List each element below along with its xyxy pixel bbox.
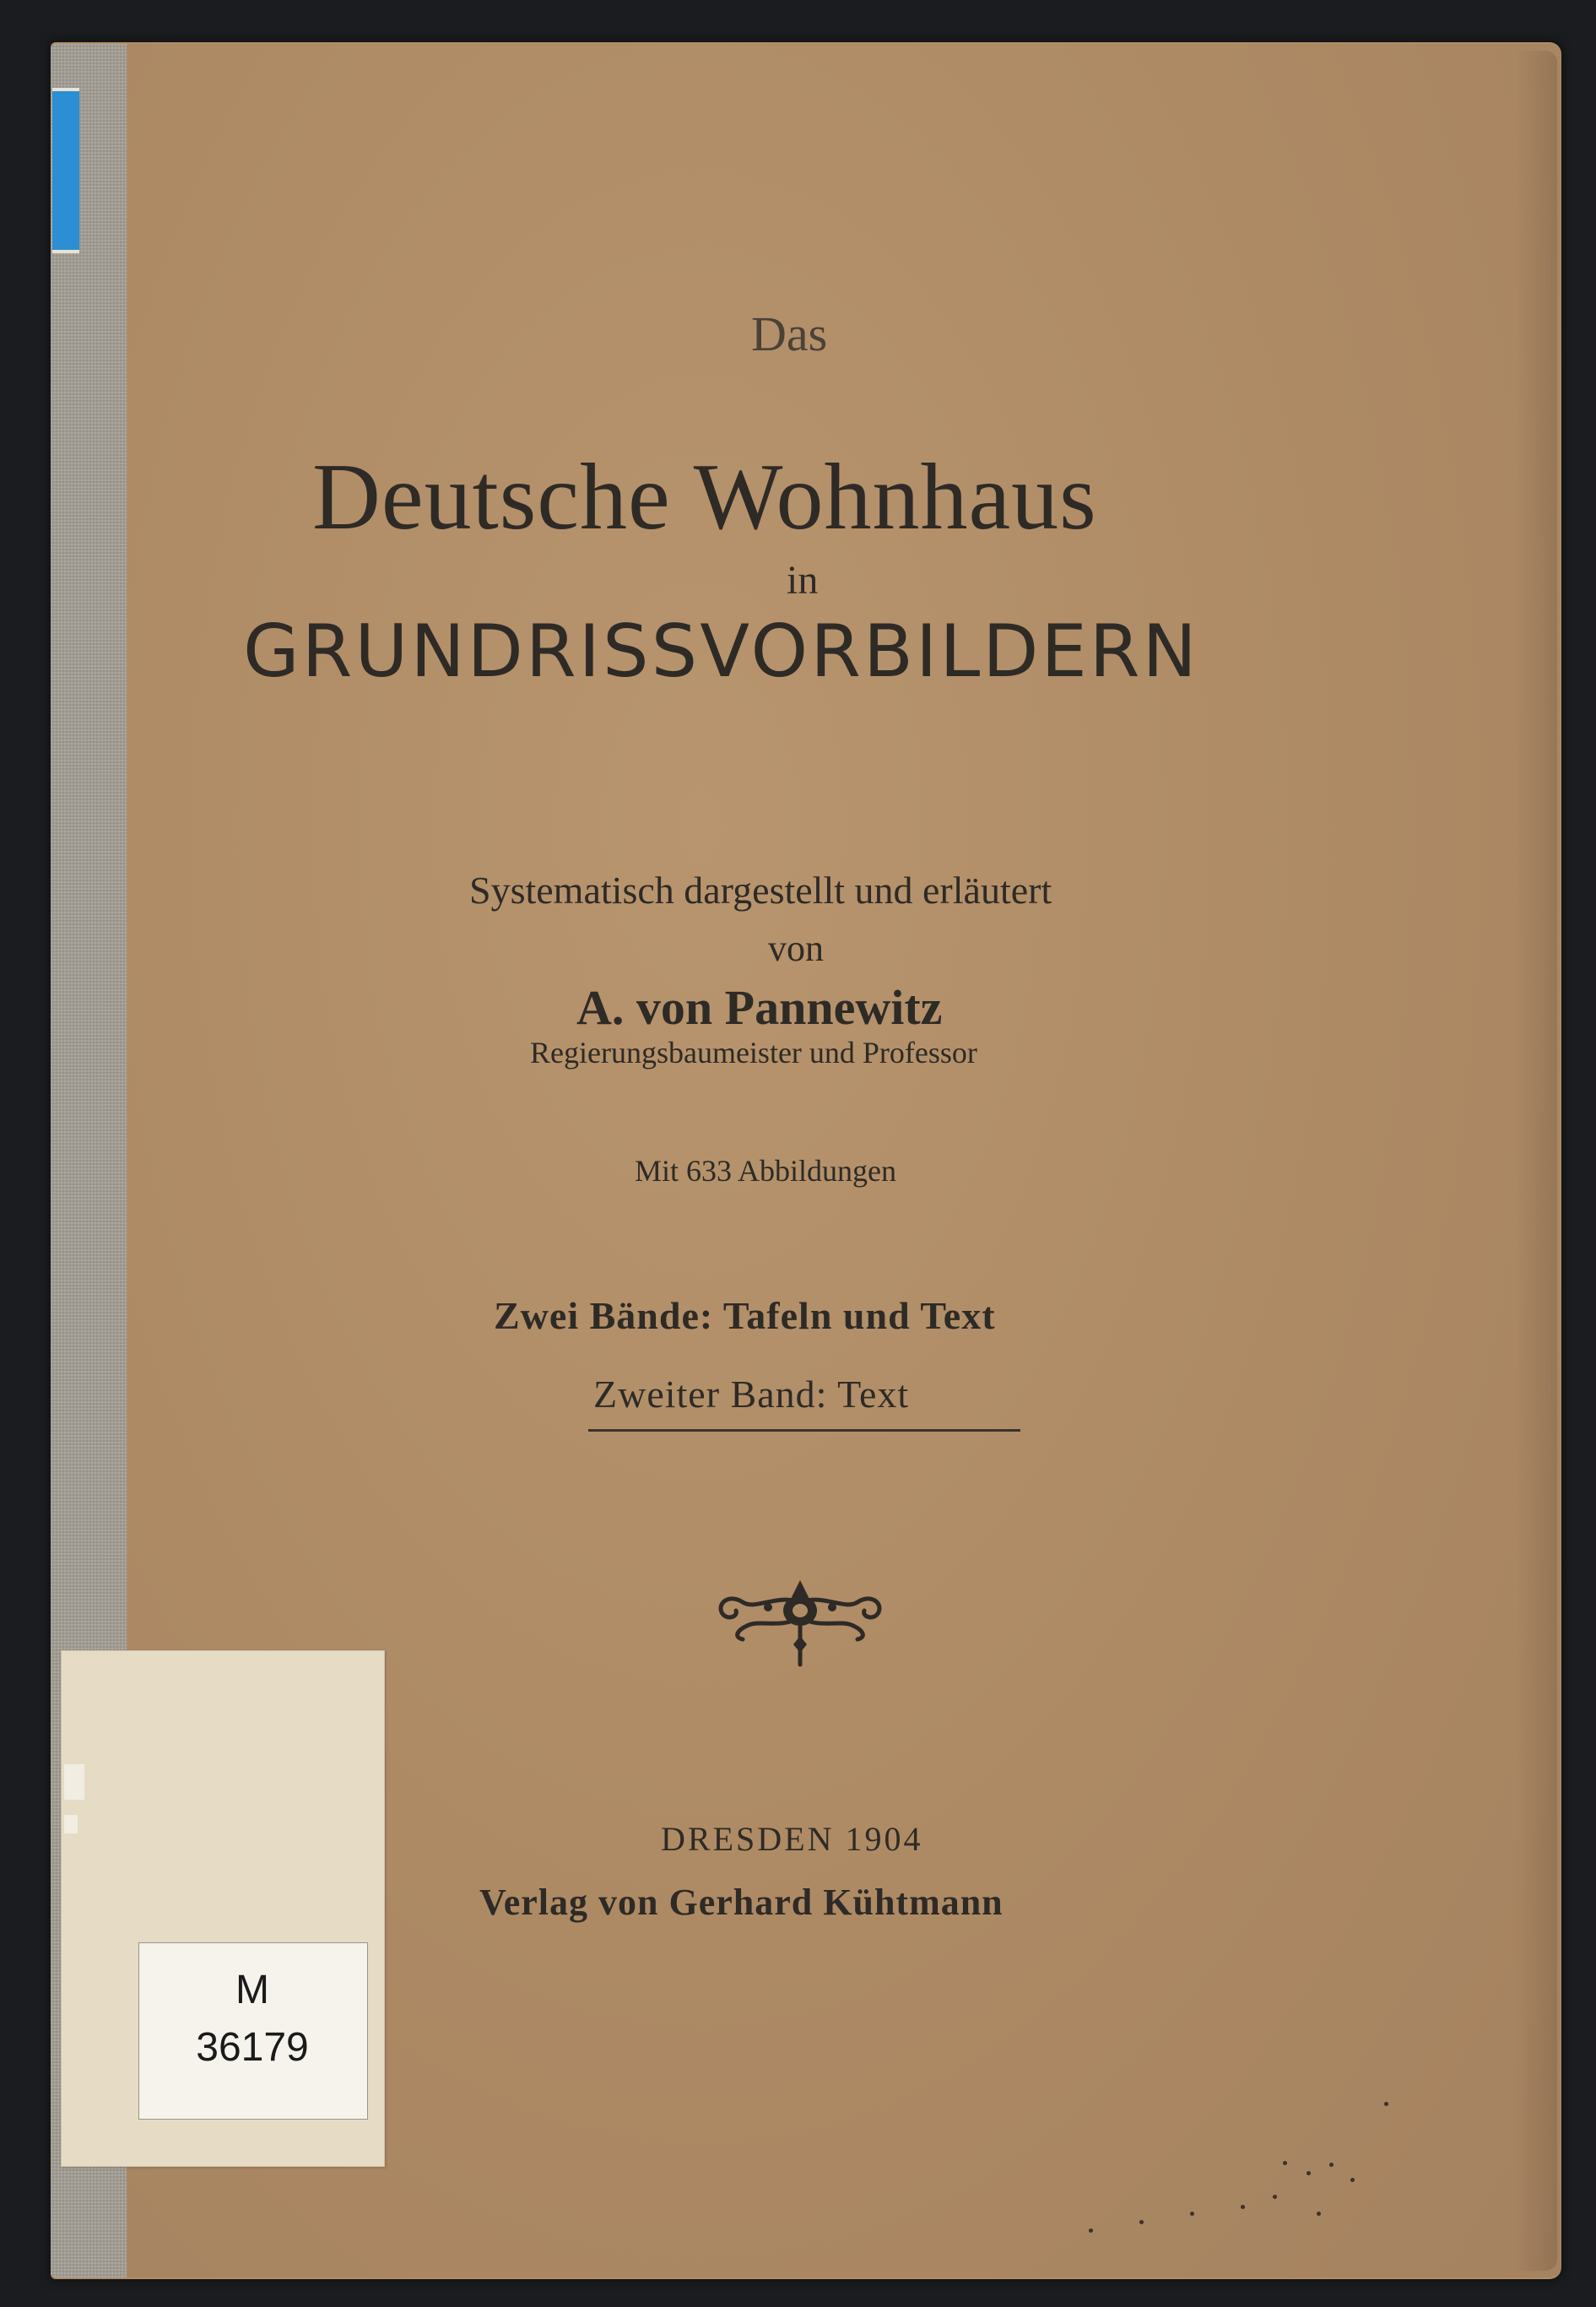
label-tab-small xyxy=(64,1815,78,1833)
speckle xyxy=(1089,2228,1093,2233)
label-tab xyxy=(64,1764,84,1800)
place-year: DRESDEN 1904 xyxy=(661,1820,923,1858)
by-line: von xyxy=(768,928,824,969)
book-subtitle: GRUNDRISSVORBILDERN xyxy=(243,609,1199,694)
speckle xyxy=(1384,2102,1388,2106)
description-line: Systematisch dargestellt und erläutert xyxy=(469,869,1052,912)
title-article: Das xyxy=(751,306,828,361)
speckle xyxy=(1307,2171,1311,2175)
cover-edge-shade xyxy=(1515,51,1557,2271)
speckle xyxy=(1350,2178,1355,2182)
speckle xyxy=(1283,2161,1287,2165)
illustrations-note: Mit 633 Abbildungen xyxy=(635,1154,897,1188)
speckle xyxy=(1329,2163,1334,2167)
speckle xyxy=(1139,2220,1144,2224)
volumes-line: Zwei Bände: Tafeln und Text xyxy=(494,1294,996,1337)
book-title: Deutsche Wohnhaus xyxy=(312,445,1097,550)
speckle xyxy=(1273,2195,1277,2199)
speckle xyxy=(1241,2205,1245,2209)
publisher: Verlag von Gerhard Kühtmann xyxy=(479,1882,1004,1923)
spine-color-tag xyxy=(52,88,79,253)
call-number-line-1: M xyxy=(235,1968,269,2012)
title-connector: in xyxy=(787,558,819,603)
current-volume: Zweiter Band: Text xyxy=(593,1373,910,1416)
speckle xyxy=(1317,2212,1321,2216)
speckle xyxy=(1190,2212,1194,2216)
call-number-line-2: 36179 xyxy=(196,2025,309,2070)
author-role: Regierungsbaumeister und Professor xyxy=(530,1036,977,1070)
floral-ornament-icon xyxy=(709,1577,891,1670)
volume-underline xyxy=(588,1429,1020,1432)
author-name: A. von Pannewitz xyxy=(576,980,943,1035)
